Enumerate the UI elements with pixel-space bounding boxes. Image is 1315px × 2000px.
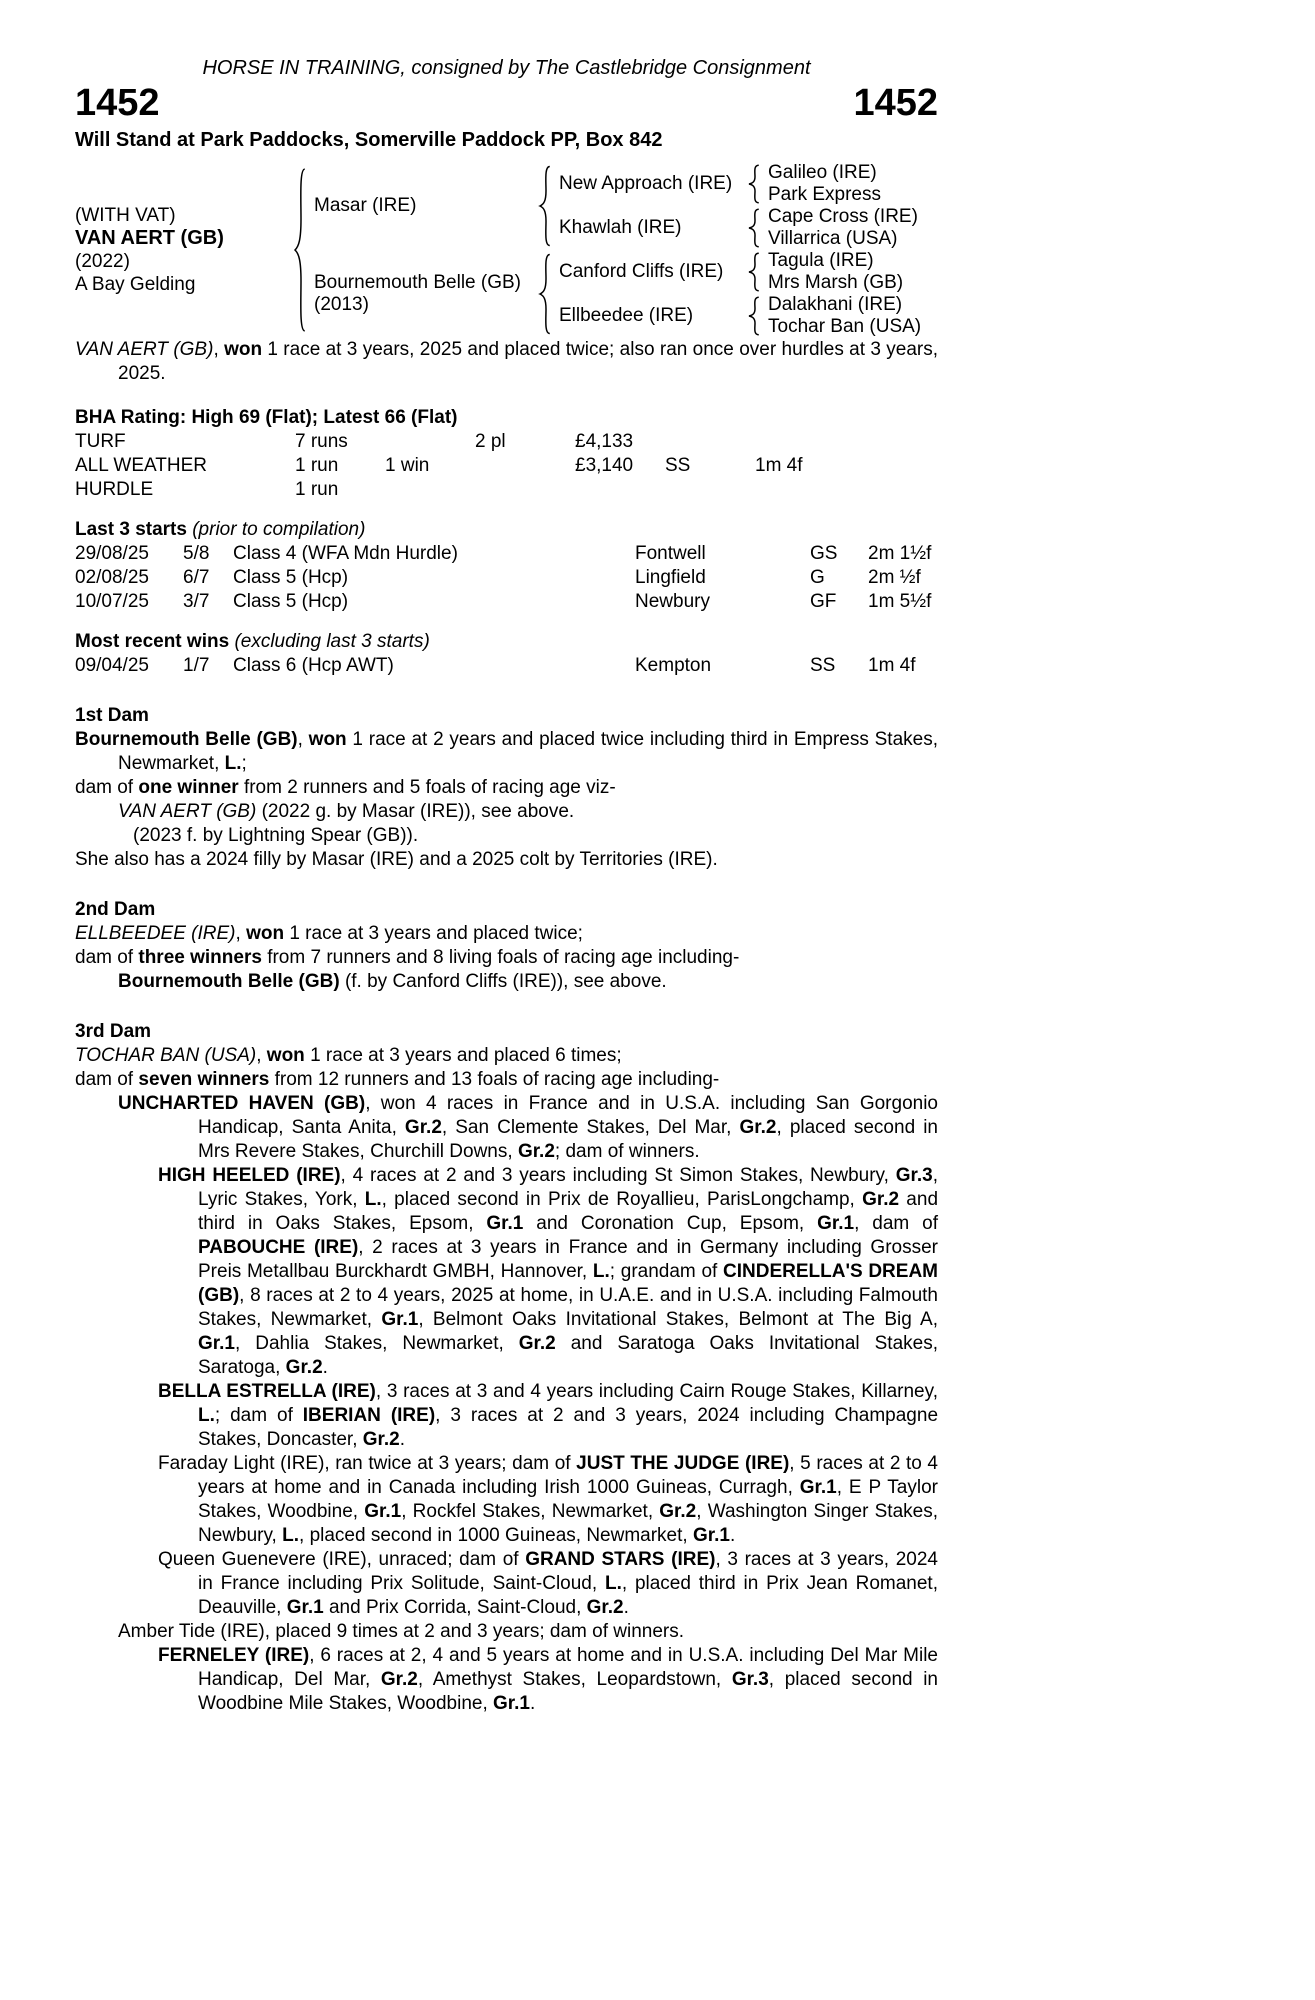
foaling-year: (2022) xyxy=(75,251,130,272)
last-starts-heading: Last 3 starts (prior to compilation) xyxy=(75,519,366,540)
date-cell: 10/07/25 xyxy=(75,591,149,612)
recent-wins-table xyxy=(75,654,938,678)
pedigree-brace-icon xyxy=(746,162,761,206)
pedigree-brace-icon xyxy=(746,250,761,294)
bha-rating-heading: BHA Rating: High 69 (Flat); Latest 66 (Flat) xyxy=(75,407,458,428)
wins-cell: 1 win xyxy=(385,455,430,476)
sire-dam-dam-name: Villarrica (USA) xyxy=(768,228,898,249)
course-cell: Lingfield xyxy=(635,567,706,588)
third-dam-heading: 3rd Dam xyxy=(75,1021,152,1042)
runs-cell: 1 run xyxy=(295,455,339,476)
catalogue-page xyxy=(75,0,938,1716)
race-class-cell: Class 5 (Hcp) xyxy=(233,567,349,588)
last-starts-table xyxy=(75,542,938,614)
horse-race-summary: VAN AERT (GB), won 1 race at 3 years, 2025 and placed twice; also ran once over hurdles at 3 years, 2025. xyxy=(75,339,939,384)
surface-cell: TURF xyxy=(75,431,126,452)
dam-paragraph: (2023 f. by Lightning Spear (GB)). xyxy=(133,825,419,846)
distance-cell: 1m 5½f xyxy=(868,591,932,612)
dam-name: Bournemouth Belle (GB) (2013) xyxy=(314,250,532,338)
sire-dam-sire-name: Cape Cross (IRE) xyxy=(768,206,918,227)
dam-paragraph: dam of three winners from 7 runners and 8 living foals of racing age including- xyxy=(75,947,740,968)
dam-year: (2013) xyxy=(314,294,369,315)
horse-name: VAN AERT (GB) xyxy=(75,227,224,249)
dam-dam-sire-name: Dalakhani (IRE) xyxy=(768,294,903,315)
lot-number-right: 1452 xyxy=(853,82,938,124)
dam-sire-branch xyxy=(559,250,938,294)
distance-cell: 2m 1½f xyxy=(868,543,932,564)
pedigree-table xyxy=(75,162,938,338)
horse-info xyxy=(75,162,287,338)
second-dam-section xyxy=(75,898,938,994)
rating-block xyxy=(75,406,938,502)
going-cell: SS xyxy=(810,655,836,676)
recent-wins-block xyxy=(75,630,938,678)
sire-branch xyxy=(314,162,938,250)
going-cell xyxy=(665,478,755,502)
going-cell: GF xyxy=(810,591,837,612)
dam-paragraph: FERNELEY (IRE), 6 races at 2, 4 and 5 years at home and in U.S.A. including Del Mar Mile Handicap, Del Mar, Gr.2, Amethyst Stakes, Leopardstown, Gr.3, placed second in Woodbine Mile Stakes, Woodbine, Gr.1. xyxy=(158,1645,938,1714)
pedigree-generations xyxy=(314,162,938,338)
dam-sire-dam-name: Mrs Marsh (GB) xyxy=(768,272,904,293)
distance-cell xyxy=(755,478,938,502)
recent-wins-heading: Most recent wins (excluding last 3 starts) xyxy=(75,631,430,652)
race-class-cell: Class 4 (WFA Mdn Hurdle) xyxy=(233,543,458,564)
earnings-cell: £3,140 xyxy=(575,455,634,476)
first-dam-section xyxy=(75,704,938,872)
places-cell xyxy=(475,454,575,478)
sire-sire-name: New Approach (IRE) xyxy=(559,173,733,194)
vat-note: (WITH VAT) xyxy=(75,205,176,226)
dam-paragraph: VAN AERT (GB) (2022 g. by Masar (IRE)), see above. xyxy=(118,801,575,822)
position-cell: 6/7 xyxy=(183,567,210,588)
going-cell: G xyxy=(810,567,825,588)
pedigree-brace-icon xyxy=(292,162,307,338)
course-cell: Fontwell xyxy=(635,543,706,564)
horse-description: A Bay Gelding xyxy=(75,274,196,295)
date-cell: 02/08/25 xyxy=(75,567,149,588)
dam-paragraph: dam of one winner from 2 runners and 5 foals of racing age viz- xyxy=(75,777,616,798)
dam-paragraph: Bournemouth Belle (GB), won 1 race at 2 years and placed twice including third in Empress Stakes, Newmarket, L.; xyxy=(75,729,938,774)
wins-cell xyxy=(385,430,475,454)
dam-paragraph: Faraday Light (IRE), ran twice at 3 years; dam of JUST THE JUDGE (IRE), 5 races at 2 to 4 years at home and in Canada including Irish 1000 Guineas, Curragh, Gr.1, E P Taylor Stakes, Woodbine, Gr.1, Rockfel Stakes, Newmarket, Gr.2, Washington Singer Stakes, Newbury, L., placed second in 1000 Guineas, Newmarket, Gr.1. xyxy=(158,1453,938,1546)
sire-sire-dam-name: Park Express xyxy=(768,184,881,205)
race-class-cell: Class 6 (Hcp AWT) xyxy=(233,655,394,676)
sire-name: Masar (IRE) xyxy=(314,195,417,216)
date-cell: 09/04/25 xyxy=(75,655,149,676)
dam-paragraph: BELLA ESTRELLA (IRE), 3 races at 3 and 4 years including Cairn Rouge Stakes, Killarney, L.; dam of IBERIAN (IRE), 3 races at 2 and 3 years, 2024 including Champagne Stakes, Doncaster, Gr.2. xyxy=(158,1381,939,1450)
position-cell: 5/8 xyxy=(183,543,210,564)
surface-cell: HURDLE xyxy=(75,479,154,500)
dam-dam-branch xyxy=(559,294,938,338)
sire-sire-branch xyxy=(559,162,938,206)
distance-cell: 2m ½f xyxy=(868,567,921,588)
dam-paragraph: Amber Tide (IRE), placed 9 times at 2 and 3 years; dam of winners. xyxy=(118,1621,685,1642)
stand-location-line: Will Stand at Park Paddocks, Somerville Paddock PP, Box 842 xyxy=(75,129,663,151)
places-cell xyxy=(475,478,575,502)
sire-sire-sire-name: Galileo (IRE) xyxy=(768,162,877,183)
last-starts-block xyxy=(75,518,938,614)
going-cell xyxy=(665,430,755,454)
distance-cell: 1m 4f xyxy=(755,455,803,476)
third-dam-section xyxy=(75,1020,938,1716)
race-record-table xyxy=(75,430,938,502)
dam-dam-name: Ellbeedee (IRE) xyxy=(559,305,694,326)
first-dam-heading: 1st Dam xyxy=(75,705,149,726)
dam-paragraph: Queen Guenevere (IRE), unraced; dam of GRAND STARS (IRE), 3 races at 3 years, 2024 in France including Prix Solitude, Saint-Cloud, L., placed third in Prix Jean Romanet, Deauville, Gr.1 and Prix Corrida, Saint-Cloud, Gr.2. xyxy=(158,1549,938,1618)
going-cell: GS xyxy=(810,543,838,564)
dam-paragraph: HIGH HEELED (IRE), 4 races at 2 and 3 years including St Simon Stakes, Newbury, Gr.3, Lyric Stakes, York, L., placed second in Prix de Royallieu, ParisLongchamp, Gr.2 and third in Oaks Stakes, Epsom, Gr.1 and Coronation Cup, Epsom, Gr.1, dam of PABOUCHE (IRE), 2 races at 3 years in France and in Germany including Grosser Preis Metallbau Burckhardt GMBH, Hannover, L.; grandam of CINDERELLA'S DREAM (GB), 8 races at 2 to 4 years, 2025 at home, in U.A.E. and in U.S.A. including Falmouth Stakes, Newmarket, Gr.1, Belmont Oaks Invitational Stakes, Belmont at The Big A, Gr.1, Dahlia Stakes, Newmarket, Gr.2 and Saratoga Oaks Invitational Stakes, Saratoga, Gr.2. xyxy=(158,1165,939,1378)
lot-number-left: 1452 xyxy=(75,82,160,124)
sire-dam-branch xyxy=(559,206,938,250)
surface-cell: ALL WEATHER xyxy=(75,455,207,476)
dam-sire-name: Canford Cliffs (IRE) xyxy=(559,261,724,282)
earnings-cell: £4,133 xyxy=(575,431,634,452)
dam-paragraph: ELLBEEDEE (IRE), won 1 race at 3 years and placed twice; xyxy=(75,923,583,944)
course-cell: Kempton xyxy=(635,655,712,676)
race-class-cell: Class 5 (Hcp) xyxy=(233,591,349,612)
dam-branch xyxy=(314,250,938,338)
runs-cell: 7 runs xyxy=(295,431,348,452)
position-cell: 1/7 xyxy=(183,655,210,676)
pedigree-brace-icon xyxy=(537,162,552,250)
going-cell: SS xyxy=(665,455,691,476)
pedigree-brace-icon xyxy=(746,294,761,338)
runs-cell: 1 run xyxy=(295,479,339,500)
earnings-cell xyxy=(575,478,665,502)
dam-paragraph: dam of seven winners from 12 runners and 13 foals of racing age including- xyxy=(75,1069,720,1090)
consignor-line: HORSE IN TRAINING, consigned by The Castlebridge Consignment xyxy=(202,57,811,79)
places-cell: 2 pl xyxy=(475,431,506,452)
dam-paragraph: Bournemouth Belle (GB) (f. by Canford Cliffs (IRE)), see above. xyxy=(118,971,667,992)
dam-paragraph: She also has a 2024 filly by Masar (IRE) and a 2025 colt by Territories (IRE). xyxy=(75,849,718,870)
second-dam-heading: 2nd Dam xyxy=(75,899,156,920)
sire-dam-name: Khawlah (IRE) xyxy=(559,217,682,238)
distance-cell: 1m 4f xyxy=(868,655,916,676)
dam-paragraph: TOCHAR BAN (USA), won 1 race at 3 years and placed 6 times; xyxy=(75,1045,622,1066)
wins-cell xyxy=(385,478,475,502)
position-cell: 3/7 xyxy=(183,591,210,612)
date-cell: 29/08/25 xyxy=(75,543,149,564)
course-cell: Newbury xyxy=(635,591,710,612)
distance-cell xyxy=(755,430,938,454)
pedigree-brace-icon xyxy=(537,250,552,338)
lot-number-row xyxy=(75,82,938,124)
dam-paragraph: UNCHARTED HAVEN (GB), won 4 races in France and in U.S.A. including San Gorgonio Handicap, Santa Anita, Gr.2, San Clemente Stakes, Del Mar, Gr.2, placed second in Mrs Revere Stakes, Churchill Downs, Gr.2; dam of winners. xyxy=(118,1093,939,1162)
dam-sire-sire-name: Tagula (IRE) xyxy=(768,250,874,271)
pedigree-brace-icon xyxy=(746,206,761,250)
dam-dam-dam-name: Tochar Ban (USA) xyxy=(768,316,922,337)
